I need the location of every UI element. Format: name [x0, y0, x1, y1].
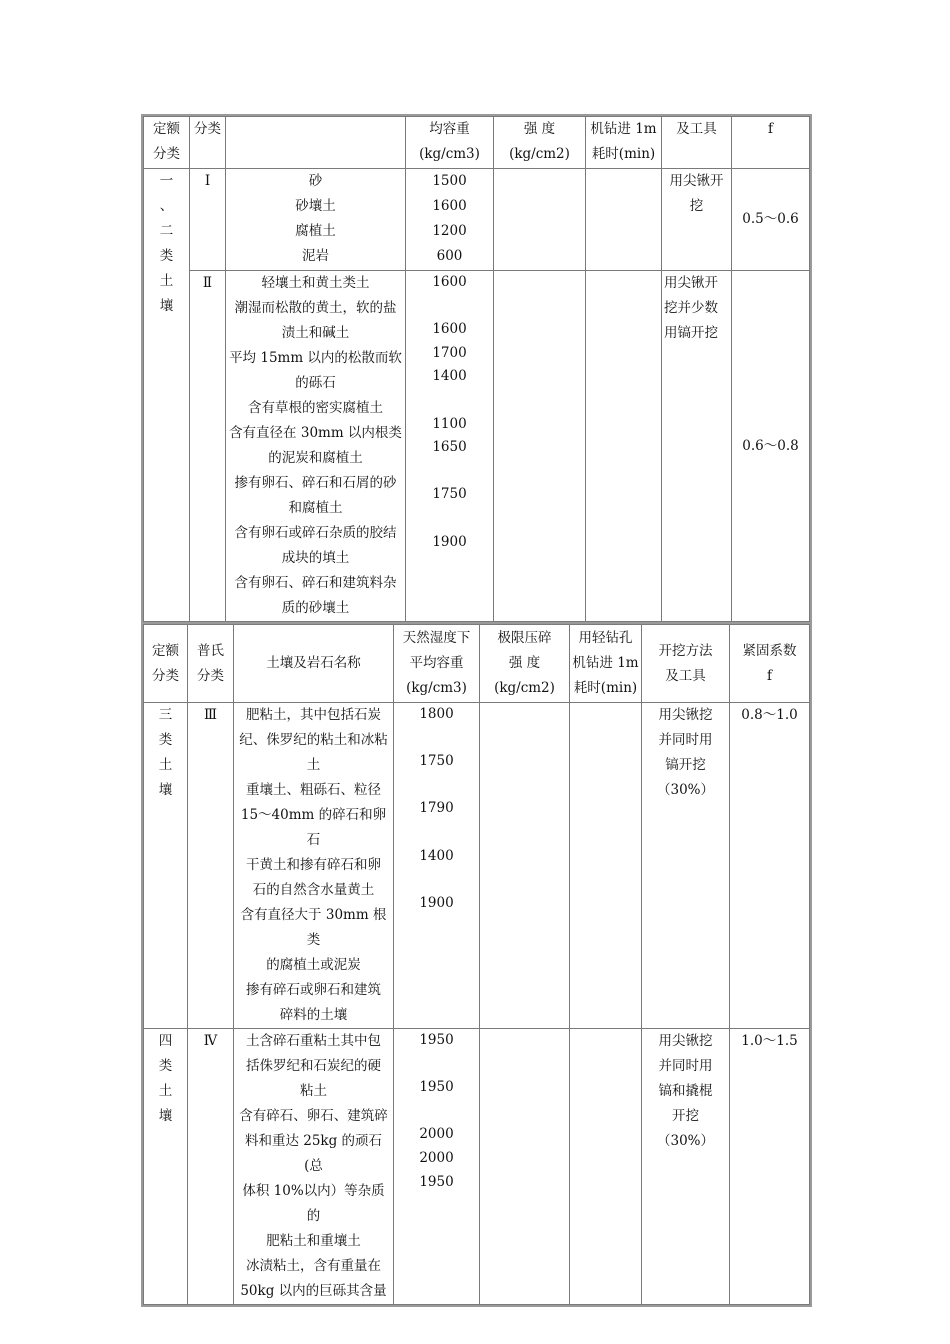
soil-names: 轻壤土和黄土类土 潮湿而松散的黄土，软的盐 渍土和碱土 平均 15mm 以内的松散而软 的砾石 含有草根的密实腐植土 含有直径在 30mm 以内根类 的泥炭和腐植土 掺有卵石、碎石和石屑的砂 和腐植土 含有卵石或碎石杂质的胶结 成块的填土 含有卵石、碎石和建筑料杂 质的砂壤土	[226, 271, 406, 622]
header-f: f	[732, 117, 810, 169]
category-label: 三 类 土 壤	[144, 703, 188, 1029]
class-cell: Ⅱ	[190, 271, 226, 622]
header-protodyakonov-class: 普氏 分类	[188, 625, 234, 703]
unit-weights: 1800 1750 1790 1400 1900	[394, 703, 480, 1029]
header-soil-rock-name: 土壤及岩石名称	[234, 625, 394, 703]
class-cell: Ⅳ	[188, 1029, 234, 1305]
soil-names: 肥粘土，其中包括石炭 纪、侏罗纪的粘土和冰粘 土 重壤土、粗砾石、粒径 15～40mm 的碎石和卵石 干黄土和掺有碎石和卵 石的自然含水量黄土 含有直径大于 30mm 根类 的腐植土或泥炭 掺有碎石或卵石和建筑 碎料的土壤	[234, 703, 394, 1029]
header-quota-class: 定额 分类	[144, 117, 190, 169]
soil-names: 砂 砂壤土 腐植土 泥岩	[226, 169, 406, 271]
f-value: 0.8～1.0	[730, 703, 810, 1029]
class-cell: Ⅰ	[190, 169, 226, 271]
strength-cell	[494, 271, 586, 622]
table-row	[144, 169, 810, 271]
table-row	[144, 703, 810, 1029]
soil-names: 土含碎石重粘土其中包 括侏罗纪和石炭纪的硬 粘土 含有碎石、卵石、建筑碎 料和重达 25kg 的顽石(总 体积 10%以内）等杂质的 肥粘土和重壤土 冰渍粘土，含有重量在 50kg 以内的巨砾其含量	[234, 1029, 394, 1305]
drill-time-cell	[570, 703, 642, 1029]
soil-classification-table-upper	[143, 116, 810, 622]
method-cell: 用尖锹挖 并同时用 镐开挖 （30%）	[642, 703, 730, 1029]
header-drill-time: 机钻进 1m 耗时(min)	[586, 117, 662, 169]
method-cell: 用尖锹开 挖	[662, 169, 732, 271]
class-cell: Ⅲ	[188, 703, 234, 1029]
header-strength: 强 度 (kg/cm2)	[494, 117, 586, 169]
unit-weights: 1600 1600 1700 1400 1100 1650 1750 1900	[406, 271, 494, 622]
unit-weights: 1500 1600 1200 600	[406, 169, 494, 271]
header-drill-time: 用轻钻孔 机钻进 1m 耗时(min)	[570, 625, 642, 703]
method-cell: 用尖锹开 挖并少数 用镐开挖	[662, 271, 732, 622]
header-row	[144, 117, 810, 169]
strength-cell	[480, 703, 570, 1029]
strength-cell	[494, 169, 586, 271]
header-ultimate-strength: 极限压碎 强 度 (kg/cm2)	[480, 625, 570, 703]
header-tools: 及工具	[662, 117, 732, 169]
header-quota-class: 定额 分类	[144, 625, 188, 703]
header-natural-unit-weight: 天然湿度下 平均容重 (kg/cm3)	[394, 625, 480, 703]
table-row	[144, 1029, 810, 1305]
f-value: 1.0～1.5	[730, 1029, 810, 1305]
drill-time-cell	[570, 1029, 642, 1305]
unit-weights: 1950 1950 2000 2000 1950	[394, 1029, 480, 1305]
header-excavation-method: 开挖方法 及工具	[642, 625, 730, 703]
header-unit-weight: 均容重 (kg/cm3)	[406, 117, 494, 169]
f-value: 0.6～0.8	[732, 271, 810, 622]
f-value: 0.5～0.6	[732, 169, 810, 271]
header-firmness-coefficient: 紧固系数 f	[730, 625, 810, 703]
soil-classification-table-lower	[143, 624, 810, 1305]
strength-cell	[480, 1029, 570, 1305]
drill-time-cell	[586, 271, 662, 622]
group-label: 一 、 二 类 土 壤	[144, 169, 190, 622]
header-row	[144, 625, 810, 703]
header-name	[226, 117, 406, 169]
category-label: 四 类 土 壤	[144, 1029, 188, 1305]
header-class: 分类	[190, 117, 226, 169]
method-cell: 用尖锹挖 并同时用 镐和撬棍 开挖 （30%）	[642, 1029, 730, 1305]
drill-time-cell	[586, 169, 662, 271]
table-row	[144, 271, 810, 622]
